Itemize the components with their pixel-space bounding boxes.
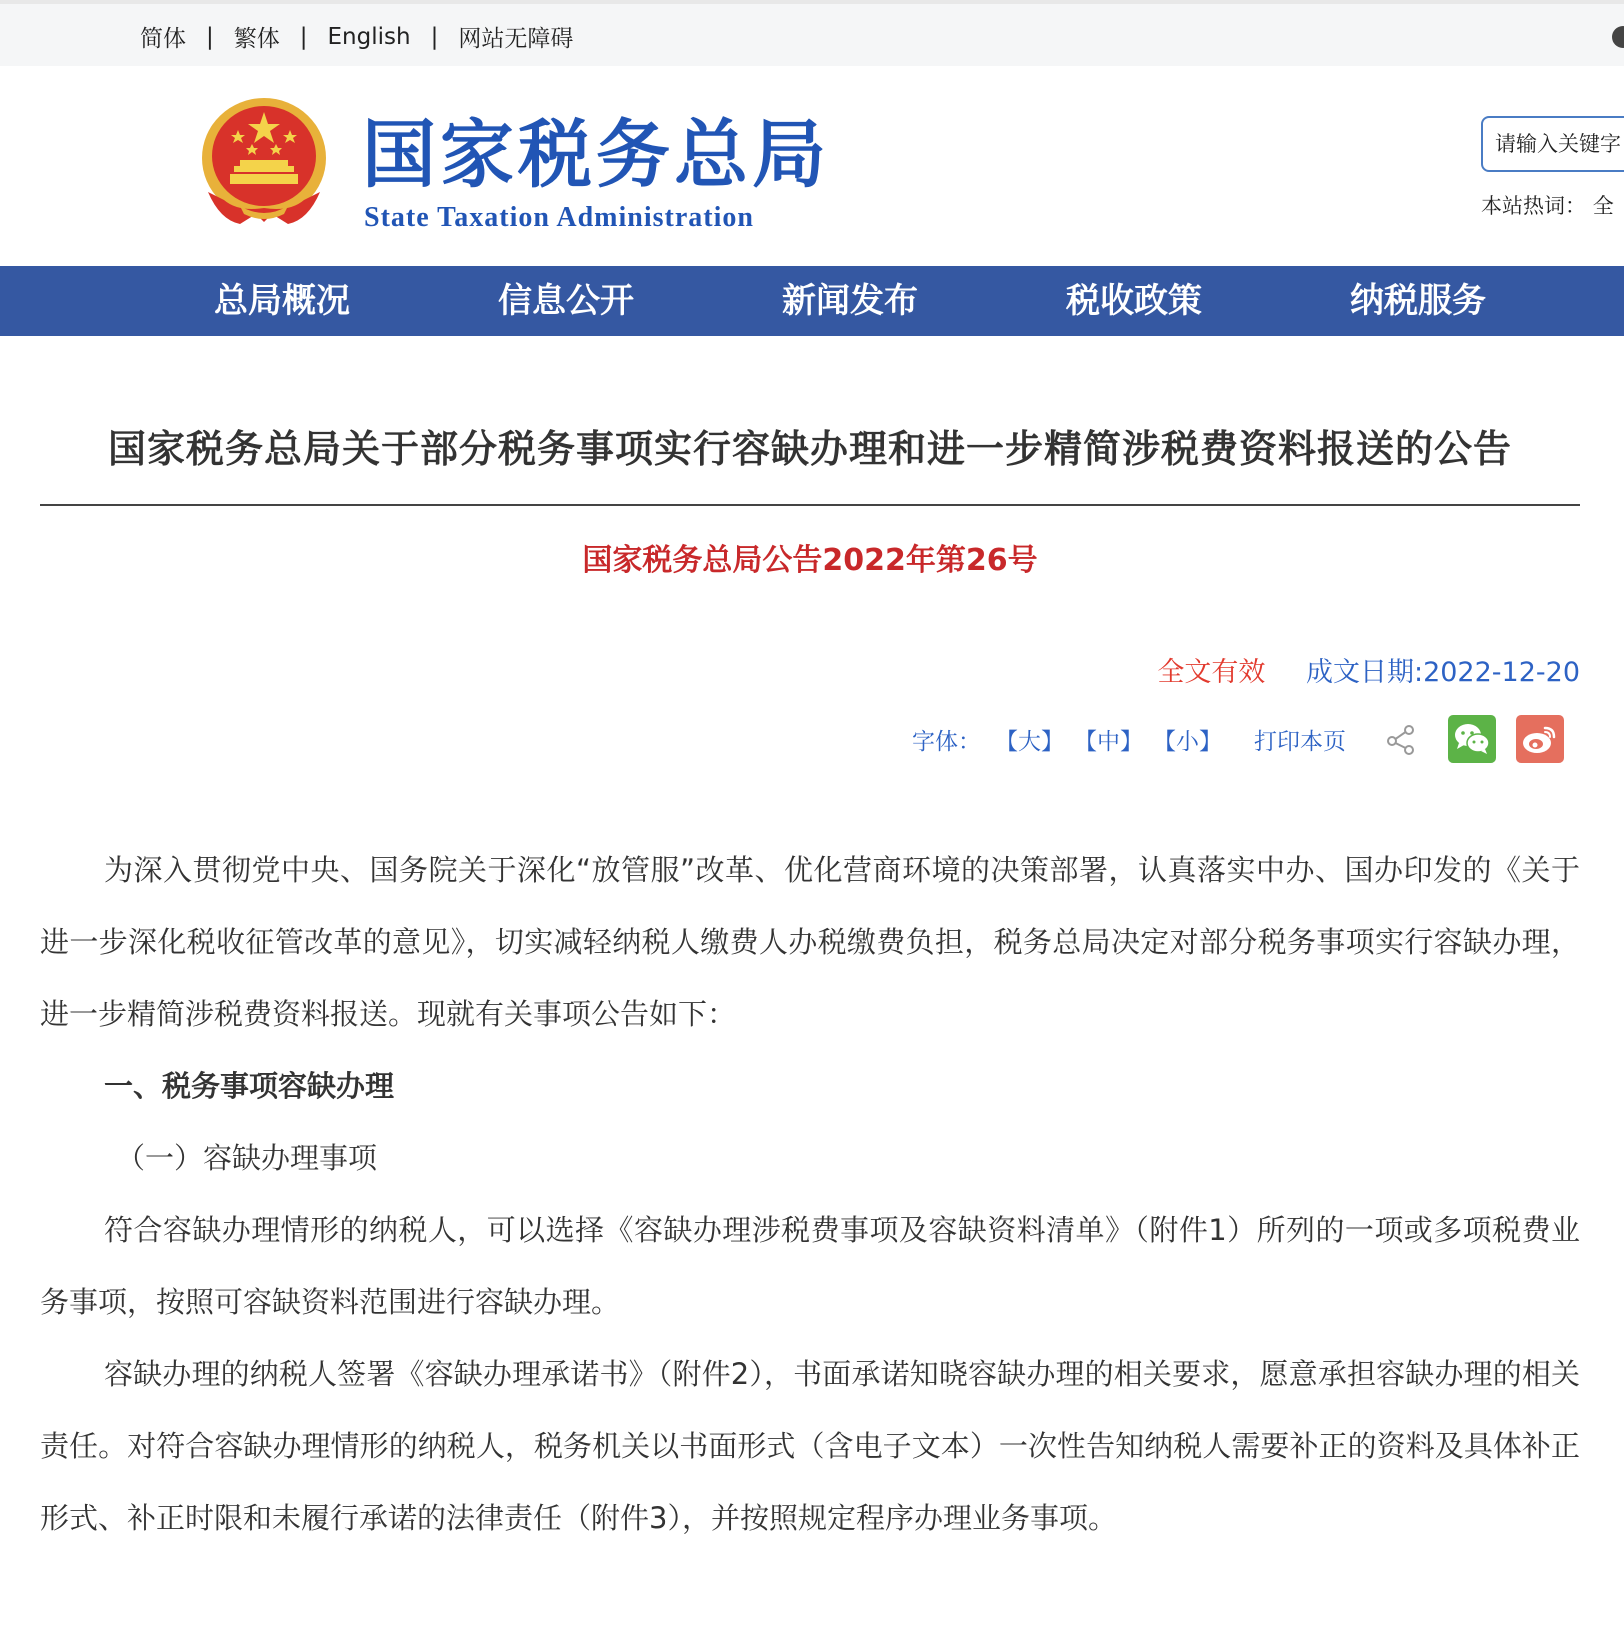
paragraph: 容缺办理的纳税人签署《容缺办理承诺书》（附件2），书面承诺知晓容缺办理的相关要求，愿意承担容缺办理的相关责任。对符合容缺办理情形的纳税人，税务机关以书面形式（含电子文本）一次性告知纳税人需要补正的资料及具体补正形式、补正时限和未履行承诺的法律责任（附件3），并按照规定程序办理业务事项。 bbox=[40, 1357, 1580, 1535]
nav-item-news[interactable]: 新闻发布 bbox=[782, 281, 918, 321]
separator: | bbox=[299, 23, 308, 50]
font-size-medium-button[interactable]: 【中】 bbox=[1074, 728, 1143, 755]
font-size-label: 字体： bbox=[912, 728, 981, 755]
separator: | bbox=[206, 23, 214, 50]
wechat-icon bbox=[1453, 722, 1491, 756]
document-number: 国家税务总局公告2022年第26号 bbox=[582, 543, 1038, 578]
print-button[interactable]: 打印本页 bbox=[1254, 728, 1346, 755]
hot-words-label: 本站热词： bbox=[1481, 194, 1586, 218]
paragraph: 为深入贯彻党中央、国务院关于深化“放管服”改革、优化营商环境的决策部署，认真落实中办、国办印发的《关于进一步深化税收征管改革的意见》，切实减轻纳税人缴费人办税缴费负担，税务总局决定对部分税务事项实行容缺办理，进一步精简涉税费资料报送。现就有关事项公告如下： bbox=[40, 853, 1580, 1031]
article-tools bbox=[912, 714, 1564, 764]
weibo-icon bbox=[1521, 722, 1559, 756]
brand-name-en: State Taxation Administration bbox=[364, 202, 754, 233]
nav-item-info-disclosure[interactable]: 信息公开 bbox=[498, 281, 634, 321]
lang-simplified[interactable]: 简体 bbox=[140, 26, 186, 52]
separator: | bbox=[430, 23, 439, 50]
wechat-share-button[interactable] bbox=[1448, 715, 1496, 763]
brand-name-cn: 国家税务总局 bbox=[362, 112, 830, 198]
document-date: 成文日期:2022-12-20 bbox=[1305, 657, 1580, 688]
top-bar bbox=[0, 0, 1624, 66]
validity-status: 全文有效 bbox=[1157, 657, 1266, 688]
font-size-large-button[interactable]: 【大】 bbox=[995, 728, 1064, 755]
article-meta bbox=[1157, 650, 1580, 689]
user-icon[interactable] bbox=[1612, 26, 1624, 48]
nav-item-overview[interactable]: 总局概况 bbox=[214, 281, 350, 321]
hot-word-link[interactable]: 全 bbox=[1592, 194, 1614, 218]
search-input[interactable]: 请输入关键字 bbox=[1481, 116, 1624, 172]
nav-item-tax-policy[interactable]: 税收政策 bbox=[1066, 281, 1202, 321]
paragraph: 符合容缺办理情形的纳税人，可以选择《容缺办理涉税费事项及容缺资料清单》（附件1）所列的一项或多项税费业务事项，按照可容缺资料范围进行容缺办理。 bbox=[40, 1213, 1580, 1319]
article-title: 国家税务总局关于部分税务事项实行容缺办理和进一步精简涉税费资料报送的公告 bbox=[107, 427, 1512, 471]
nav-item-tax-service[interactable]: 纳税服务 bbox=[1350, 281, 1486, 321]
article-body bbox=[40, 834, 1580, 1554]
lang-english[interactable]: English bbox=[327, 23, 411, 50]
accessibility-link[interactable]: 网站无障碍 bbox=[458, 26, 574, 52]
section-heading: 一、税务事项容缺办理 bbox=[104, 1069, 395, 1103]
national-emblem-icon bbox=[200, 96, 328, 230]
lang-traditional[interactable]: 繁体 bbox=[233, 26, 280, 52]
main-nav bbox=[0, 266, 1624, 336]
weibo-share-button[interactable] bbox=[1516, 715, 1564, 763]
title-divider bbox=[40, 504, 1580, 506]
font-size-small-button[interactable]: 【小】 bbox=[1153, 728, 1222, 755]
hot-words bbox=[1481, 190, 1614, 220]
site-header bbox=[0, 66, 1624, 266]
language-switcher bbox=[140, 20, 573, 53]
share-icon[interactable] bbox=[1384, 722, 1418, 756]
subsection-heading: （一）容缺办理事项 bbox=[116, 1141, 378, 1175]
